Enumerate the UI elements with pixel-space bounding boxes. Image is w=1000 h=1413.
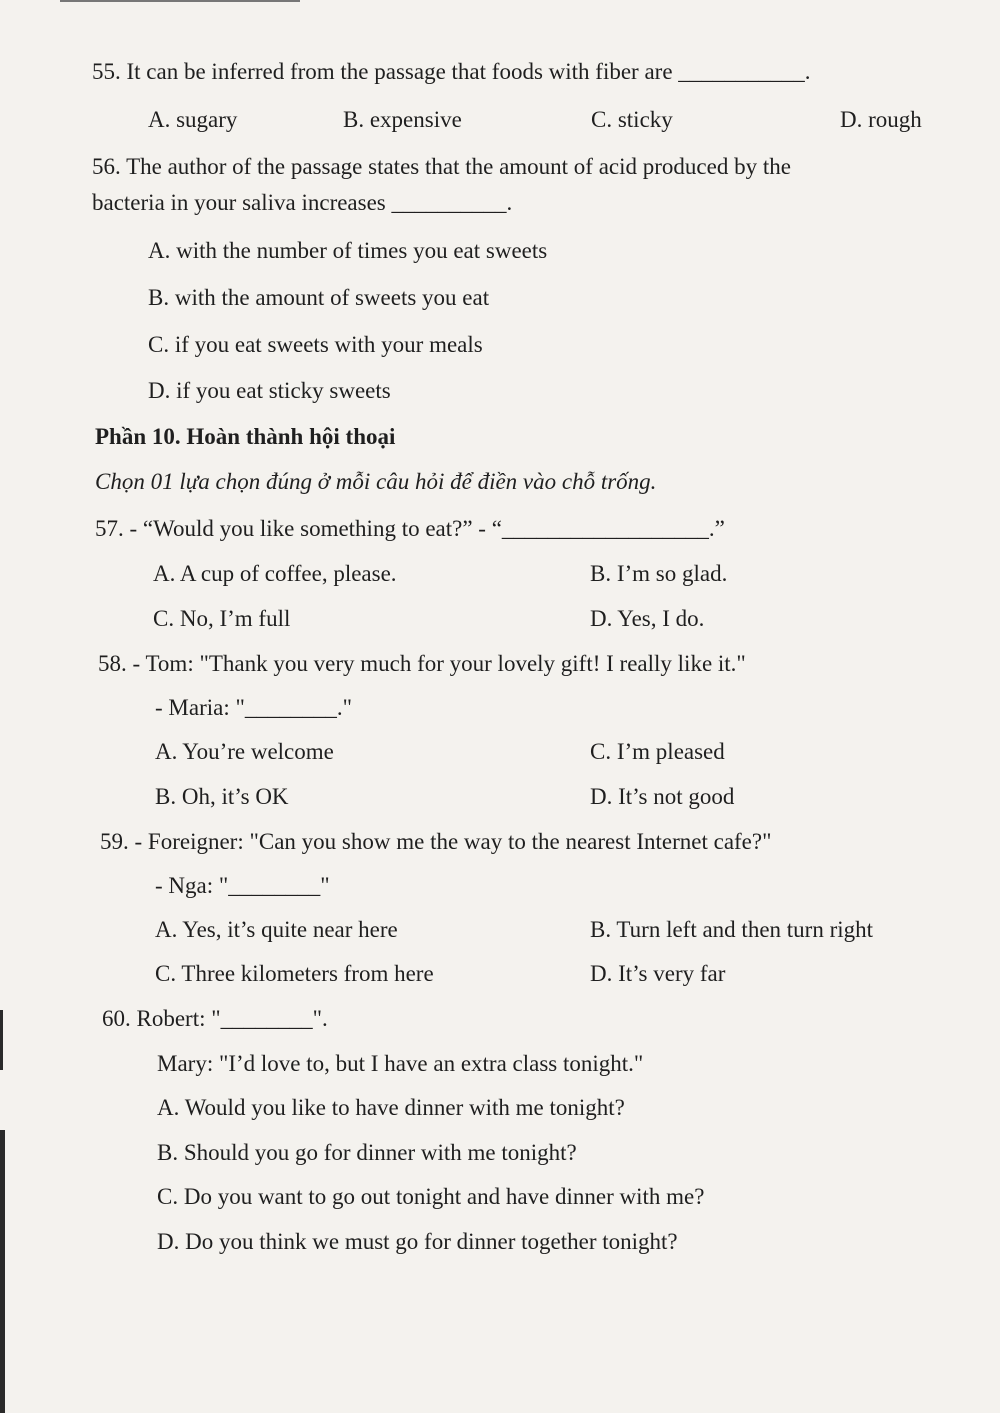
question-60-stem: 60. Robert: "________". [102,1006,328,1031]
question-56-stem-line1: 56. The author of the passage states that the amount of acid produced by the [92,154,791,179]
q60-option-d[interactable]: D. Do you think we must go for dinner together tonight? [157,1229,678,1254]
q58-option-c[interactable]: C. I’m pleased [590,739,725,764]
q57-option-d[interactable]: D. Yes, I do. [590,606,705,631]
q58-option-b[interactable]: B. Oh, it’s OK [155,784,289,809]
question-59-reply: - Nga: "________" [155,873,330,898]
scan-edge-mark [0,1010,3,1070]
q57-option-c[interactable]: C. No, I’m full [153,606,291,631]
q60-option-a[interactable]: A. Would you like to have dinner with me tonight? [157,1095,625,1120]
question-57-stem: 57. - “Would you like something to eat?” - “__________________.” [95,516,725,541]
question-58-reply: - Maria: "________." [155,695,352,720]
q55-option-d[interactable]: D. rough [840,107,922,132]
q55-option-a[interactable]: A. sugary [148,107,238,132]
q57-option-a[interactable]: A. A cup of coffee, please. [153,561,397,586]
question-58-stem: 58. - Tom: "Thank you very much for your lovely gift! I really like it." [98,651,746,676]
q56-option-b[interactable]: B. with the amount of sweets you eat [148,285,490,310]
q59-option-c[interactable]: C. Three kilometers from here [155,961,434,986]
q56-option-d[interactable]: D. if you eat sticky sweets [148,378,391,403]
section-heading: Phần 10. Hoàn thành hội thoại [95,424,396,449]
question-55-stem: 55. It can be inferred from the passage that foods with fiber are ___________. [92,59,811,84]
question-59-stem: 59. - Foreigner: "Can you show me the way to the nearest Internet cafe?" [100,829,772,854]
q55-option-b[interactable]: B. expensive [343,107,462,132]
q56-option-c[interactable]: C. if you eat sweets with your meals [148,332,483,357]
question-60-reply: Mary: "I’d love to, but I have an extra class tonight." [157,1051,644,1076]
q59-option-d[interactable]: D. It’s very far [590,961,726,986]
q55-option-c[interactable]: C. sticky [591,107,673,132]
q59-option-b[interactable]: B. Turn left and then turn right [590,917,874,942]
scan-edge-shadow [0,1130,5,1413]
q60-option-c[interactable]: C. Do you want to go out tonight and have dinner with me? [157,1184,705,1209]
q58-option-d[interactable]: D. It’s not good [590,784,735,809]
q58-option-a[interactable]: A. You’re welcome [155,739,334,764]
question-56-stem-line2: bacteria in your saliva increases __________. [92,190,513,215]
q60-option-b[interactable]: B. Should you go for dinner with me tonight? [157,1140,577,1165]
section-instruction: Chọn 01 lựa chọn đúng ở mỗi câu hỏi để điền vào chỗ trống. [95,469,657,494]
top-border-line [60,0,300,2]
q57-option-b[interactable]: B. I’m so glad. [590,561,728,586]
q59-option-a[interactable]: A. Yes, it’s quite near here [155,917,398,942]
q56-option-a[interactable]: A. with the number of times you eat sweets [148,238,548,263]
